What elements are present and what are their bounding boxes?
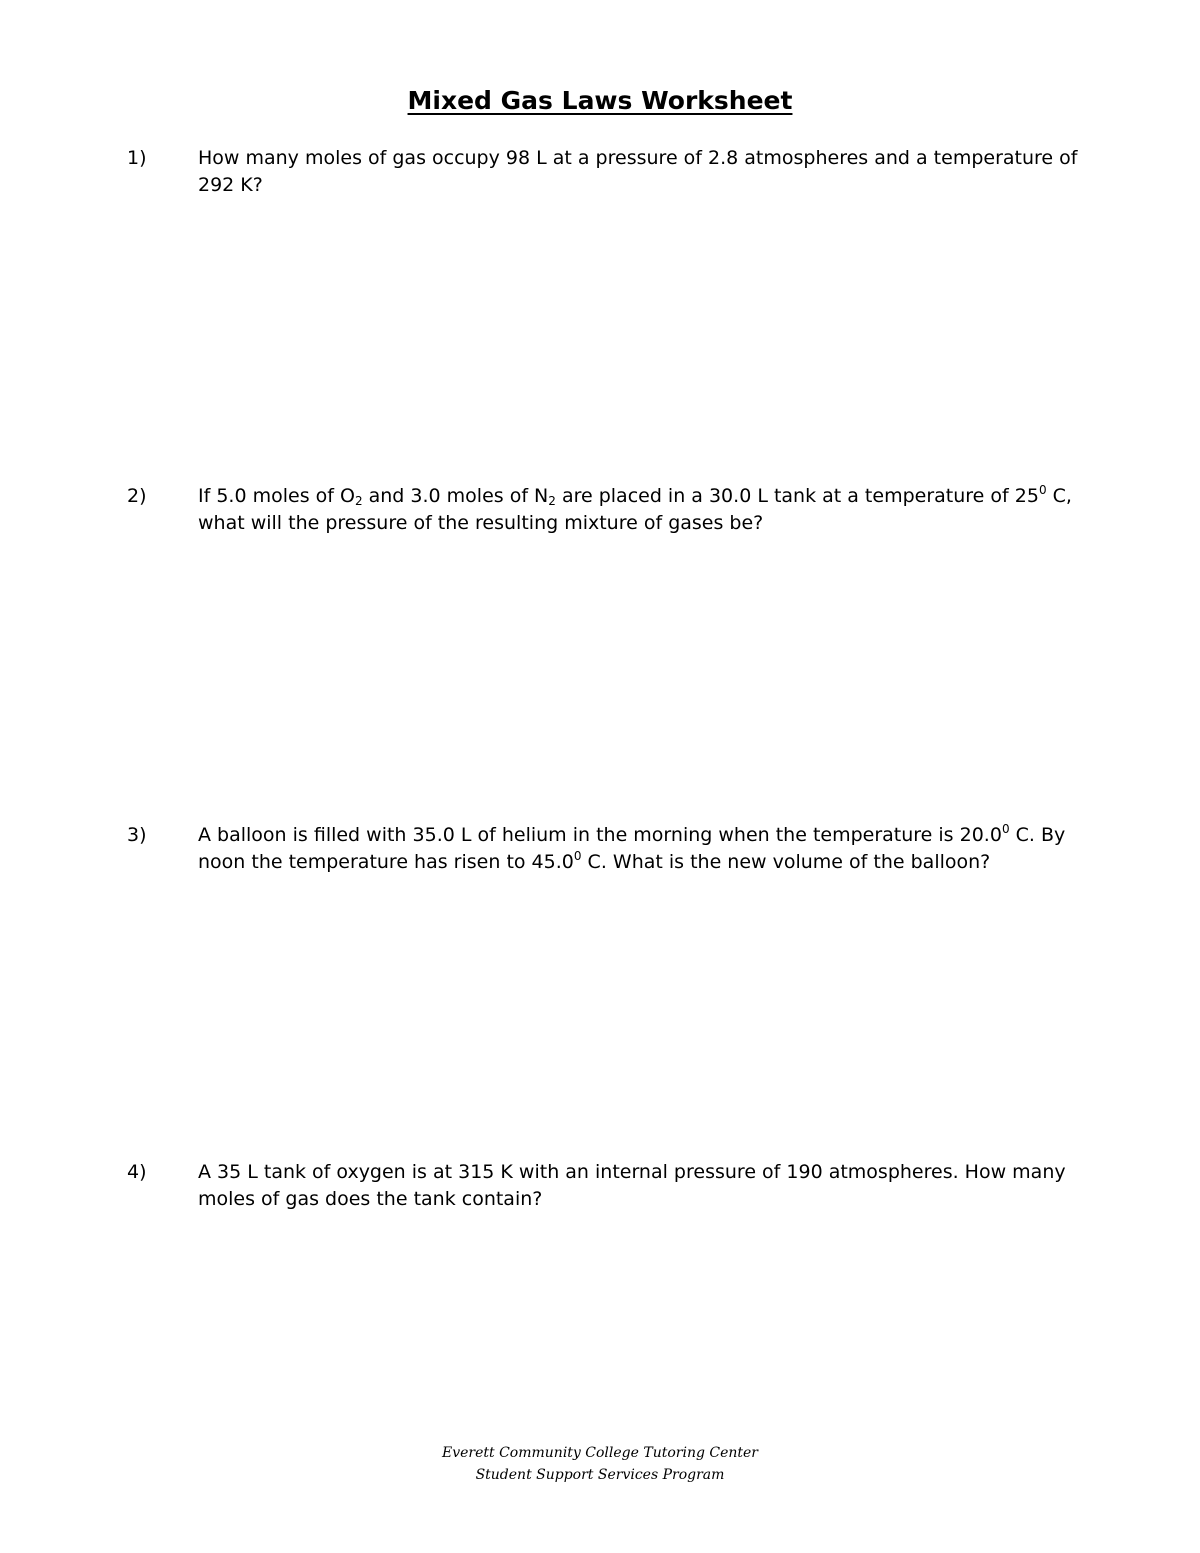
text-segment: are placed in a 30.0 L tank at a temperature of 25 <box>555 485 1039 507</box>
footer-line-2: Student Support Services Program <box>475 1467 725 1483</box>
text-segment: If 5.0 moles of O <box>198 485 355 507</box>
text-segment: C. By noon the temperature has risen to 45.0 <box>198 824 1066 873</box>
footer <box>0 1442 1200 1486</box>
superscript: 0 <box>1001 822 1010 836</box>
question-number: 3) <box>127 824 147 846</box>
question-text: A 35 L tank of oxygen is at 315 K with an internal pressure of 190 atmospheres. How many moles of gas does the tank contain? <box>198 1161 1066 1210</box>
text-segment: C. What is the new volume of the balloon? <box>581 851 991 873</box>
question-number: 2) <box>127 485 147 507</box>
page-title: Mixed Gas Laws Worksheet <box>407 86 793 115</box>
question-text <box>198 822 1078 876</box>
superscript: 0 <box>573 849 582 863</box>
question-text <box>198 483 1078 537</box>
question-text: How many moles of gas occupy 98 L at a pressure of 2.8 atmospheres and a temperature of 292 K? <box>198 147 1078 196</box>
question-number: 4) <box>127 1161 147 1183</box>
superscript: 0 <box>1038 483 1047 497</box>
subscript: 2 <box>548 494 556 508</box>
text-segment: and 3.0 moles of N <box>362 485 549 507</box>
subscript: 2 <box>354 494 363 508</box>
question-number: 1) <box>127 147 147 169</box>
text-segment: C, what will the pressure of the resulting mixture of gases be? <box>198 485 1072 534</box>
text-segment: A balloon is filled with 35.0 L of helium in the morning when the temperature is 20.0 <box>198 824 1002 846</box>
footer-line-1: Everett Community College Tutoring Center <box>442 1445 758 1461</box>
